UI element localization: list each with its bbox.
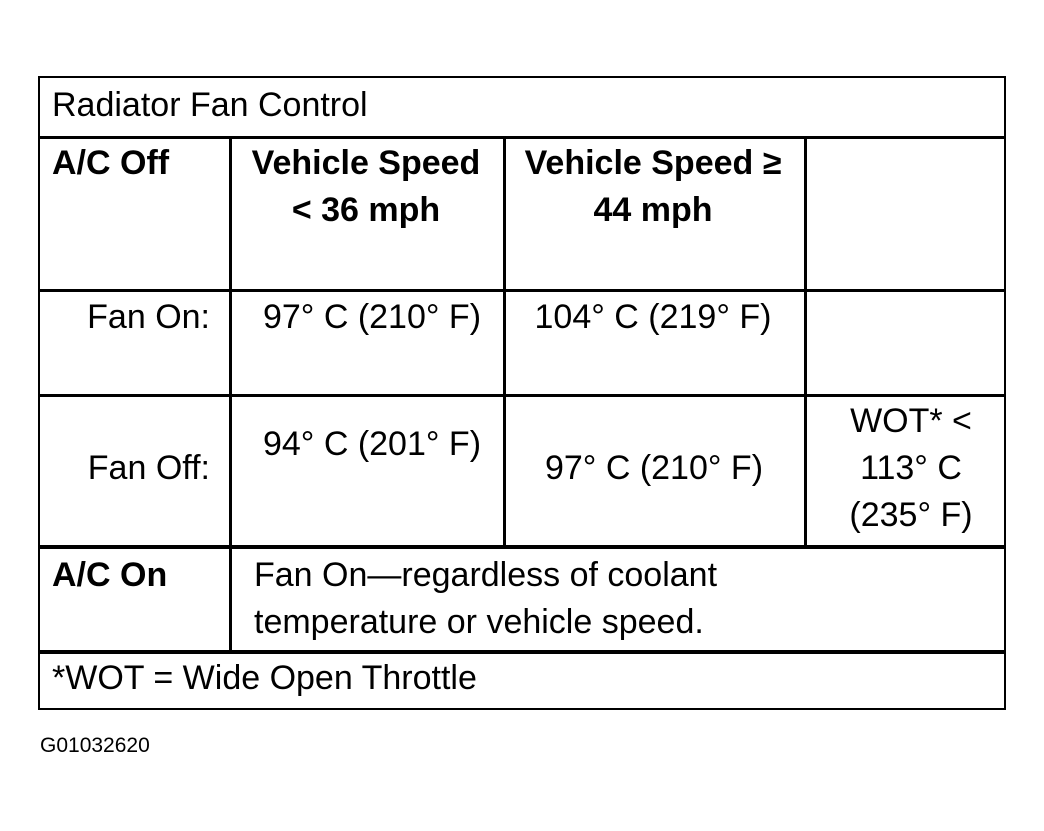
column-header-speed-at-least-44: Vehicle Speed ≥ 44 mph — [524, 144, 782, 229]
row-divider — [40, 650, 1004, 654]
fan-off-speed-below-36-value: 94° C (201° F) — [262, 425, 482, 463]
ac-on-description: Fan On—regardless of coolant temperature or vehicle speed. — [254, 556, 718, 641]
fan-on-speed-at-least-44-value: 104° C (219° F) — [534, 298, 772, 336]
column-header-speed-below-36: Vehicle Speed < 36 mph — [251, 144, 481, 229]
column-divider — [804, 136, 807, 547]
row-divider — [40, 394, 1004, 397]
column-divider — [503, 136, 506, 547]
row-divider — [40, 136, 1004, 139]
fan-on-speed-below-36-value: 97° C (210° F) — [262, 298, 482, 336]
radiator-fan-control-table — [38, 76, 1006, 710]
fan-off-label: Fan Off: — [87, 449, 210, 487]
ac-on-label: A/C On — [52, 556, 168, 594]
fan-off-speed-at-least-44-value: 97° C (210° F) — [544, 449, 764, 487]
figure-code: G01032620 — [40, 734, 150, 757]
row-divider — [40, 289, 1004, 292]
fan-off-wot-value: WOT* < 113° C (235° F) — [849, 402, 973, 534]
row-divider — [40, 545, 1004, 549]
ac-off-label: A/C Off — [52, 144, 170, 182]
wot-footnote: *WOT = Wide Open Throttle — [52, 659, 477, 697]
fan-on-label: Fan On: — [87, 298, 210, 336]
table-title: Radiator Fan Control — [52, 86, 368, 124]
column-divider — [229, 136, 232, 650]
